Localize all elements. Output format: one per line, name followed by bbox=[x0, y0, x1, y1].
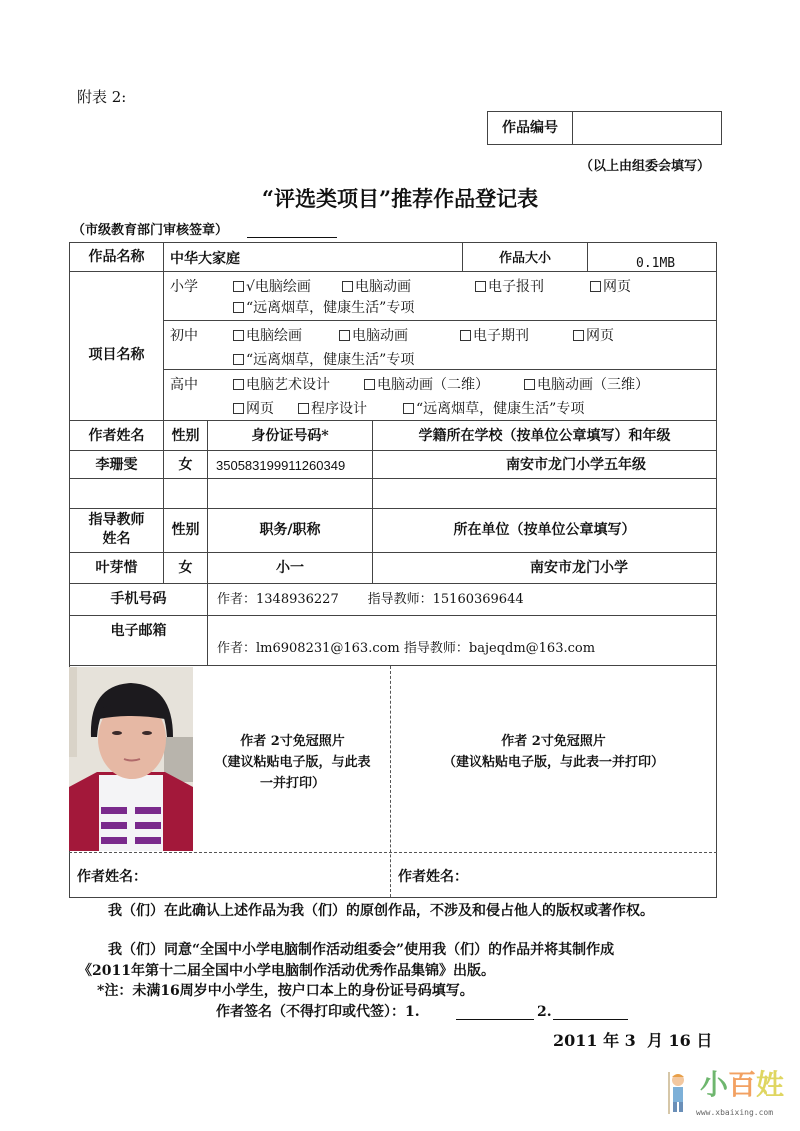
email-label: 电子邮箱 bbox=[110, 623, 167, 639]
checkbox-icon[interactable] bbox=[233, 403, 244, 414]
column-header: 所在单位（按单位公章填写） bbox=[453, 522, 636, 538]
attachment-label: 附表 2: bbox=[77, 88, 127, 106]
column-header: 职务/职称 bbox=[259, 522, 321, 538]
farmer-mascot-icon bbox=[666, 1070, 686, 1116]
work-number-label: 作品编号 bbox=[502, 120, 558, 136]
checkbox-icon[interactable] bbox=[573, 330, 584, 341]
checkbox-icon[interactable] bbox=[524, 379, 535, 390]
watermark-char: 小 bbox=[700, 1068, 729, 1101]
committee-note: （以上由组委会填写） bbox=[580, 159, 711, 174]
id-number-note: *注：未满16周岁中小学生，按户口本上的身份证号码填写。 bbox=[97, 983, 474, 999]
author-name[interactable] bbox=[70, 484, 163, 502]
checkbox-icon[interactable] bbox=[298, 403, 309, 414]
option-senior-tobacco[interactable]: “远离烟草，健康生活”专项 bbox=[403, 400, 584, 418]
option-junior-ejournal[interactable]: 电子期刊 bbox=[460, 327, 529, 345]
review-stamp-line bbox=[247, 237, 337, 238]
watermark-brand bbox=[700, 1069, 784, 1101]
level-label: 初中 bbox=[170, 328, 198, 344]
signature-date: 2011 年 3 月 16 日 bbox=[553, 1031, 713, 1050]
phone-value[interactable]: 作者：1348936227 指导教师：15160369644 bbox=[217, 592, 524, 607]
signature-line-2[interactable] bbox=[553, 1019, 628, 1020]
author-name[interactable]: 李珊雯 bbox=[95, 457, 138, 473]
declaration-consent-line2: 《2011年第十二届全国中小学电脑制作活动优秀作品集锦》出版。 bbox=[78, 963, 495, 979]
watermark-url: www.xbaixing.com bbox=[696, 1108, 774, 1117]
column-header: 指导教师姓名 bbox=[88, 512, 145, 547]
column-header: 性别 bbox=[171, 428, 200, 444]
column-header: 学籍所在学校（按单位公章填写）和年级 bbox=[418, 428, 671, 444]
teacher-title[interactable]: 小一 bbox=[276, 560, 304, 576]
teacher-gender[interactable]: 女 bbox=[178, 560, 193, 576]
watermark-char: 百 bbox=[728, 1068, 757, 1101]
option-primary-tobacco[interactable]: “远离烟草，健康生活”专项 bbox=[233, 299, 414, 317]
column-header: 身份证号码* bbox=[251, 428, 329, 444]
checkbox-icon[interactable] bbox=[364, 379, 375, 390]
signature-2-label: 2. bbox=[537, 1004, 552, 1020]
author-id-number[interactable] bbox=[208, 484, 372, 502]
checkbox-icon[interactable] bbox=[460, 330, 471, 341]
project-label: 项目名称 bbox=[88, 347, 145, 363]
checkbox-icon[interactable] bbox=[342, 281, 353, 292]
option-senior-programming[interactable]: 程序设计 bbox=[298, 400, 367, 418]
option-primary-webpage[interactable]: 网页 bbox=[590, 278, 631, 296]
author-school[interactable]: 南安市龙门小学五年级 bbox=[506, 457, 646, 473]
work-name-value[interactable]: 中华大家庭 bbox=[170, 251, 240, 267]
declaration-consent-line1: 我（们）同意“全国中小学电脑制作活动组委会”使用我（们）的作品并将其制作成 bbox=[108, 942, 615, 958]
teacher-name[interactable]: 叶芽惜 bbox=[95, 560, 138, 576]
watermark-char: 姓 bbox=[756, 1068, 785, 1101]
checkbox-icon[interactable] bbox=[233, 330, 244, 341]
author-photo bbox=[69, 667, 193, 851]
page-title: “评选类项目”推荐作品登记表 bbox=[261, 186, 539, 211]
checkbox-icon[interactable] bbox=[233, 354, 244, 365]
author-gender[interactable]: 女 bbox=[178, 457, 193, 473]
option-senior-webpage[interactable]: 网页 bbox=[233, 400, 274, 418]
phone-label: 手机号码 bbox=[110, 591, 167, 607]
work-size-label: 作品大小 bbox=[498, 251, 551, 266]
checkbox-icon[interactable] bbox=[590, 281, 601, 292]
option-senior-animation-3d[interactable]: 电脑动画（三维） bbox=[524, 376, 649, 394]
checkbox-icon[interactable] bbox=[233, 281, 244, 292]
work-name-label: 作品名称 bbox=[88, 249, 145, 265]
option-primary-drawing[interactable]: √电脑绘画 bbox=[233, 278, 311, 296]
option-primary-animation[interactable]: 电脑动画 bbox=[342, 278, 411, 296]
author-id-number[interactable]: 350583199911260349 bbox=[216, 458, 346, 473]
column-header: 性别 bbox=[171, 522, 200, 538]
email-value[interactable]: 作者：lm6908231@163.com 指导教师：bajeqdm@163.com bbox=[217, 641, 596, 656]
option-junior-animation[interactable]: 电脑动画 bbox=[339, 327, 408, 345]
checkbox-icon[interactable] bbox=[233, 379, 244, 390]
option-junior-tobacco[interactable]: “远离烟草，健康生活”专项 bbox=[233, 351, 414, 369]
level-label: 小学 bbox=[170, 279, 198, 295]
right-author-name-label: 作者姓名： bbox=[398, 869, 468, 885]
review-stamp-label: （市级教育部门审核签章） bbox=[72, 223, 229, 238]
signature-label: 作者签名（不得打印或代签）：1. bbox=[216, 1004, 420, 1020]
left-photo-caption: 作者 2寸免冠照片 （建议粘贴电子版，与此表 一并打印） bbox=[214, 734, 371, 791]
option-junior-drawing[interactable]: 电脑绘画 bbox=[233, 327, 302, 345]
left-author-name-label: 作者姓名： bbox=[77, 869, 147, 885]
work-size-value[interactable]: 0.1MB bbox=[636, 256, 676, 271]
column-header: 作者姓名 bbox=[88, 428, 145, 444]
teacher-unit[interactable]: 南安市龙门小学 bbox=[530, 560, 628, 576]
declaration-originality: 我（们）在此确认上述作品为我（们）的原创作品，不涉及和侵占他人的版权或著作权。 bbox=[108, 903, 654, 919]
author-gender[interactable] bbox=[164, 484, 207, 502]
right-photo-caption: 作者 2寸免冠照片 （建议粘贴电子版，与此表一并打印） bbox=[442, 734, 664, 770]
checkbox-icon[interactable] bbox=[233, 302, 244, 313]
option-junior-webpage[interactable]: 网页 bbox=[573, 327, 614, 345]
option-senior-animation-2d[interactable]: 电脑动画（二维） bbox=[364, 376, 489, 394]
signature-line-1[interactable] bbox=[456, 1019, 534, 1020]
checkbox-icon[interactable] bbox=[403, 403, 414, 414]
checkbox-icon[interactable] bbox=[475, 281, 486, 292]
option-primary-epaper[interactable]: 电子报刊 bbox=[475, 278, 544, 296]
option-senior-art-design[interactable]: 电脑艺术设计 bbox=[233, 376, 330, 394]
level-label: 高中 bbox=[170, 377, 198, 393]
author-school[interactable] bbox=[373, 484, 716, 502]
checkbox-icon[interactable] bbox=[339, 330, 350, 341]
